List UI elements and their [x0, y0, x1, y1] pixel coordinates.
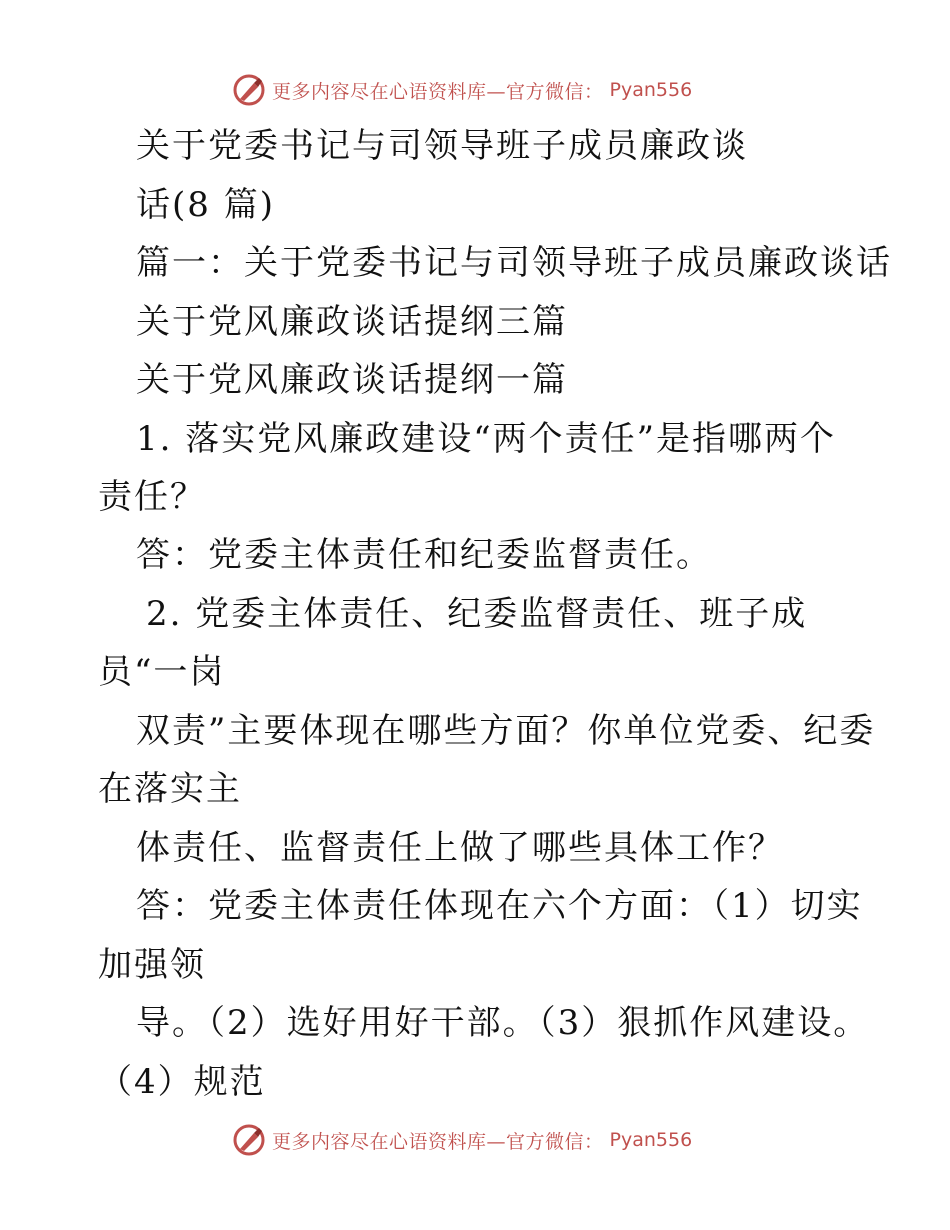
wechat-id: Pyan556 [609, 79, 693, 101]
question-1-line-2: 责任？ [98, 477, 206, 517]
text-line: 关于党风廉政谈话提纲三篇 [136, 302, 568, 342]
section-heading: 篇一：关于党委书记与司领导班子成员廉政谈话 [136, 243, 892, 283]
question-2-line-2: 员“一岗 [98, 652, 226, 692]
answer-2-line-3: 导。（2）选好用好干部。（3）狠抓作风建设。 [136, 1003, 870, 1043]
banner-text: 更多内容尽在心语资料库—官方微信： [272, 1130, 604, 1153]
question-1-line-1: 1. 落实党风廉政建设“两个责任”是指哪两个 [136, 419, 837, 459]
pen-logo-icon [232, 73, 266, 107]
answer-2-line-4: （4）规范 [98, 1062, 266, 1102]
question-2-line-4: 在落实主 [98, 769, 242, 809]
question-2-line-1: 2. 党委主体责任、纪委监督责任、班子成 [146, 594, 808, 634]
answer-2-line-2: 加强领 [98, 945, 206, 985]
title-line-1: 关于党委书记与司领导班子成员廉政谈 [136, 126, 748, 166]
wechat-id: Pyan556 [609, 1129, 693, 1151]
pen-logo-icon [232, 1123, 266, 1157]
header-banner [232, 70, 692, 110]
question-2-line-3: 双责”主要体现在哪些方面？你单位党委、纪委 [136, 711, 876, 751]
answer-2-line-1: 答：党委主体责任体现在六个方面：（1）切实 [136, 886, 863, 926]
footer-banner [232, 1120, 692, 1160]
title-line-2: 话(8 篇) [136, 185, 275, 225]
banner-text: 更多内容尽在心语资料库—官方微信： [272, 80, 604, 103]
answer-1: 答：党委主体责任和纪委监督责任。 [136, 535, 712, 575]
text-line: 关于党风廉政谈话提纲一篇 [136, 360, 568, 400]
question-2-line-5: 体责任、监督责任上做了哪些具体工作？ [136, 828, 784, 868]
